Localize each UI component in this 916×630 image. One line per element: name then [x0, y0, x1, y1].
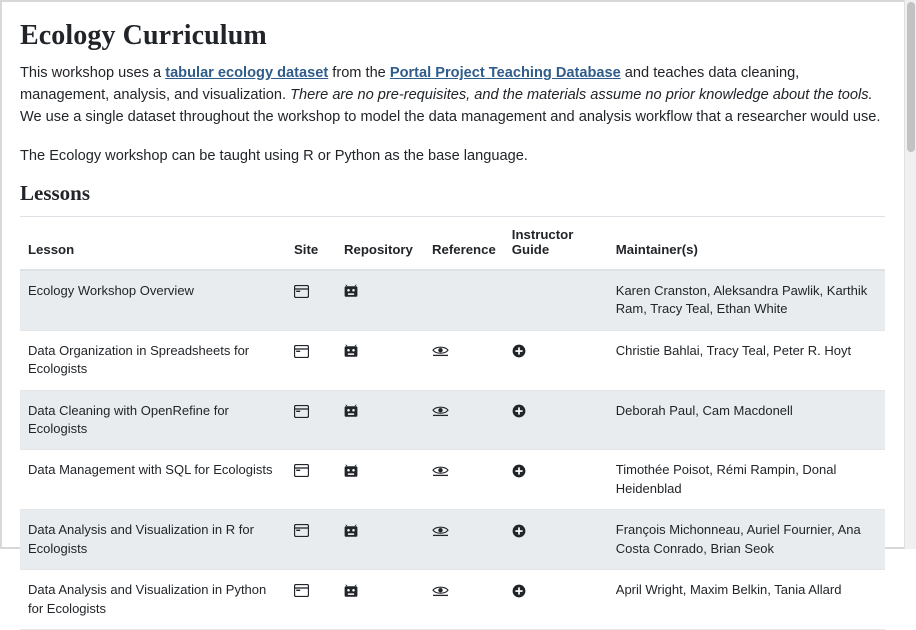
maintainers-cell: Timothée Poisot, Rémi Rampin, Donal Heidenblad	[608, 450, 885, 510]
repository-link-cell[interactable]	[336, 510, 424, 570]
intro-text-4: We use a single dataset throughout the workshop to model the data management and analysis workflow that a researcher would use.	[20, 109, 881, 126]
repository-link-cell[interactable]	[336, 450, 424, 510]
column-header-lesson: Lesson	[20, 216, 286, 270]
repository-link-cell[interactable]	[336, 570, 424, 630]
intro-emphasis: There are no pre-requisites, and the materials assume no prior knowledge about the tools.	[290, 87, 873, 104]
lesson-title-cell: Data Analysis and Visualization in Python for Ecologists	[20, 570, 286, 630]
repository-link-cell[interactable]	[336, 390, 424, 450]
intro-text-2: from the	[328, 65, 390, 81]
reference-link-cell[interactable]	[424, 450, 504, 510]
eye-icon[interactable]	[432, 585, 449, 597]
plus-circle-icon[interactable]	[512, 464, 526, 478]
site-link-cell[interactable]	[286, 570, 336, 630]
reference-link-cell	[424, 270, 504, 330]
column-header-repository: Repository	[336, 216, 424, 270]
intro-paragraph	[20, 62, 885, 129]
reference-link-cell[interactable]	[424, 570, 504, 630]
lesson-title-cell: Data Cleaning with OpenRefine for Ecologists	[20, 390, 286, 450]
site-link-cell[interactable]	[286, 270, 336, 330]
table-row	[20, 270, 885, 330]
window-icon[interactable]	[294, 464, 309, 477]
site-link-cell[interactable]	[286, 330, 336, 390]
column-header-instructor-guide: Instructor Guide	[504, 216, 608, 270]
instructor-guide-link-cell[interactable]	[504, 390, 608, 450]
plus-circle-icon[interactable]	[512, 344, 526, 358]
repository-link-cell[interactable]	[336, 270, 424, 330]
instructor-guide-link-cell	[504, 270, 608, 330]
site-link-cell[interactable]	[286, 450, 336, 510]
maintainers-cell: April Wright, Maxim Belkin, Tania Allard	[608, 570, 885, 630]
reference-link-cell[interactable]	[424, 390, 504, 450]
table-row	[20, 510, 885, 570]
eye-icon[interactable]	[432, 345, 449, 357]
lesson-title-cell: Data Analysis and Visualization in R for Ecologists	[20, 510, 286, 570]
window-icon[interactable]	[294, 524, 309, 537]
eye-icon[interactable]	[432, 465, 449, 477]
maintainers-cell: François Michonneau, Auriel Fournier, Ana Costa Conrado, Brian Seok	[608, 510, 885, 570]
lesson-title-cell: Data Organization in Spreadsheets for Ecologists	[20, 330, 286, 390]
window-icon[interactable]	[294, 285, 309, 298]
reference-link-cell[interactable]	[424, 330, 504, 390]
github-icon[interactable]	[344, 584, 358, 598]
page-content	[2, 2, 905, 630]
github-icon[interactable]	[344, 464, 358, 478]
table-row	[20, 450, 885, 510]
plus-circle-icon[interactable]	[512, 584, 526, 598]
reference-link-cell[interactable]	[424, 510, 504, 570]
table-body	[20, 270, 885, 630]
lessons-heading: Lessons	[20, 180, 91, 205]
maintainers-cell: Deborah Paul, Cam Macdonell	[608, 390, 885, 450]
intro-text-1: This workshop uses a	[20, 65, 166, 81]
repository-link-cell[interactable]	[336, 330, 424, 390]
page-title: Ecology Curriculum	[20, 20, 267, 51]
intro-text-3: and teaches data cleaning, management, analysis, and visualization.	[20, 65, 800, 104]
instructor-guide-link-cell[interactable]	[504, 510, 608, 570]
lesson-title-cell: Ecology Workshop Overview	[20, 270, 286, 330]
table-row	[20, 390, 885, 450]
eye-icon[interactable]	[432, 405, 449, 417]
column-header-maintainers: Maintainer(s)	[608, 216, 885, 270]
site-link-cell[interactable]	[286, 390, 336, 450]
column-header-site: Site	[286, 216, 336, 270]
github-icon[interactable]	[344, 284, 358, 298]
table-row	[20, 330, 885, 390]
instructor-guide-link-cell[interactable]	[504, 450, 608, 510]
portal-project-teaching-database-link[interactable]: Portal Project Teaching Database	[389, 65, 621, 81]
instructor-guide-link-cell[interactable]	[504, 330, 608, 390]
site-link-cell[interactable]	[286, 510, 336, 570]
tabular-ecology-dataset-link[interactable]: tabular ecology dataset	[165, 65, 329, 81]
eye-icon[interactable]	[432, 525, 449, 537]
maintainers-cell: Karen Cranston, Aleksandra Pawlik, Karthik Ram, Tracy Teal, Ethan White	[608, 270, 885, 330]
github-icon[interactable]	[344, 404, 358, 418]
lessons-table	[20, 216, 885, 630]
vertical-scrollbar[interactable]	[904, 0, 916, 549]
github-icon[interactable]	[344, 344, 358, 358]
lesson-title-cell: Data Management with SQL for Ecologists	[20, 450, 286, 510]
plus-circle-icon[interactable]	[512, 404, 526, 418]
instructor-guide-link-cell[interactable]	[504, 570, 608, 630]
maintainers-cell: Christie Bahlai, Tracy Teal, Peter R. Hoyt	[608, 330, 885, 390]
github-icon[interactable]	[344, 524, 358, 538]
column-header-reference: Reference	[424, 216, 504, 270]
scrollbar-thumb[interactable]	[907, 2, 915, 152]
window-icon[interactable]	[294, 584, 309, 597]
intro-paragraph-2: The Ecology workshop can be taught using R or Python as the base language.	[20, 147, 528, 164]
window-icon[interactable]	[294, 345, 309, 358]
table-header-row	[20, 216, 885, 270]
plus-circle-icon[interactable]	[512, 524, 526, 538]
window-icon[interactable]	[294, 405, 309, 418]
table-row	[20, 570, 885, 630]
table-header	[20, 216, 885, 270]
